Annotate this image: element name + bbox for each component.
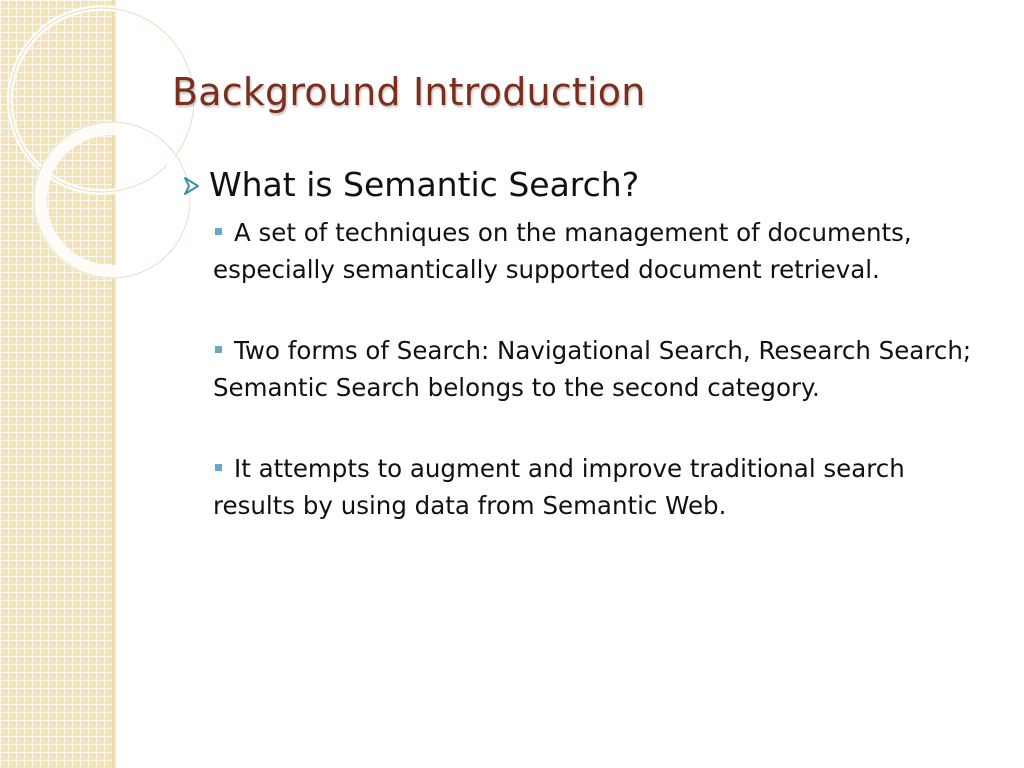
slide-title: Background Introduction <box>172 70 646 114</box>
list-item <box>213 214 983 288</box>
list-item <box>213 332 983 406</box>
arrow-bullet-icon <box>183 165 205 204</box>
list-item <box>213 450 983 524</box>
square-bullet-icon <box>215 346 222 353</box>
square-bullet-icon <box>215 228 222 235</box>
sub-bullet-text: It attempts to augment and improve traditional search results by using data from Semantic Web. <box>213 454 905 520</box>
sub-bullet-text: Two forms of Search: Navigational Search, Research Search; Semantic Search belongs to the second category. <box>213 336 972 402</box>
sub-bullet-list <box>183 214 983 524</box>
sub-bullet-text: A set of techniques on the management of documents, especially semantically supported document retrieval. <box>213 218 912 284</box>
main-bullet-text: What is Semantic Search? <box>209 165 640 204</box>
main-bullet <box>183 165 983 204</box>
decorative-circles <box>0 0 200 320</box>
square-bullet-icon <box>215 464 222 471</box>
slide-content <box>183 165 983 568</box>
